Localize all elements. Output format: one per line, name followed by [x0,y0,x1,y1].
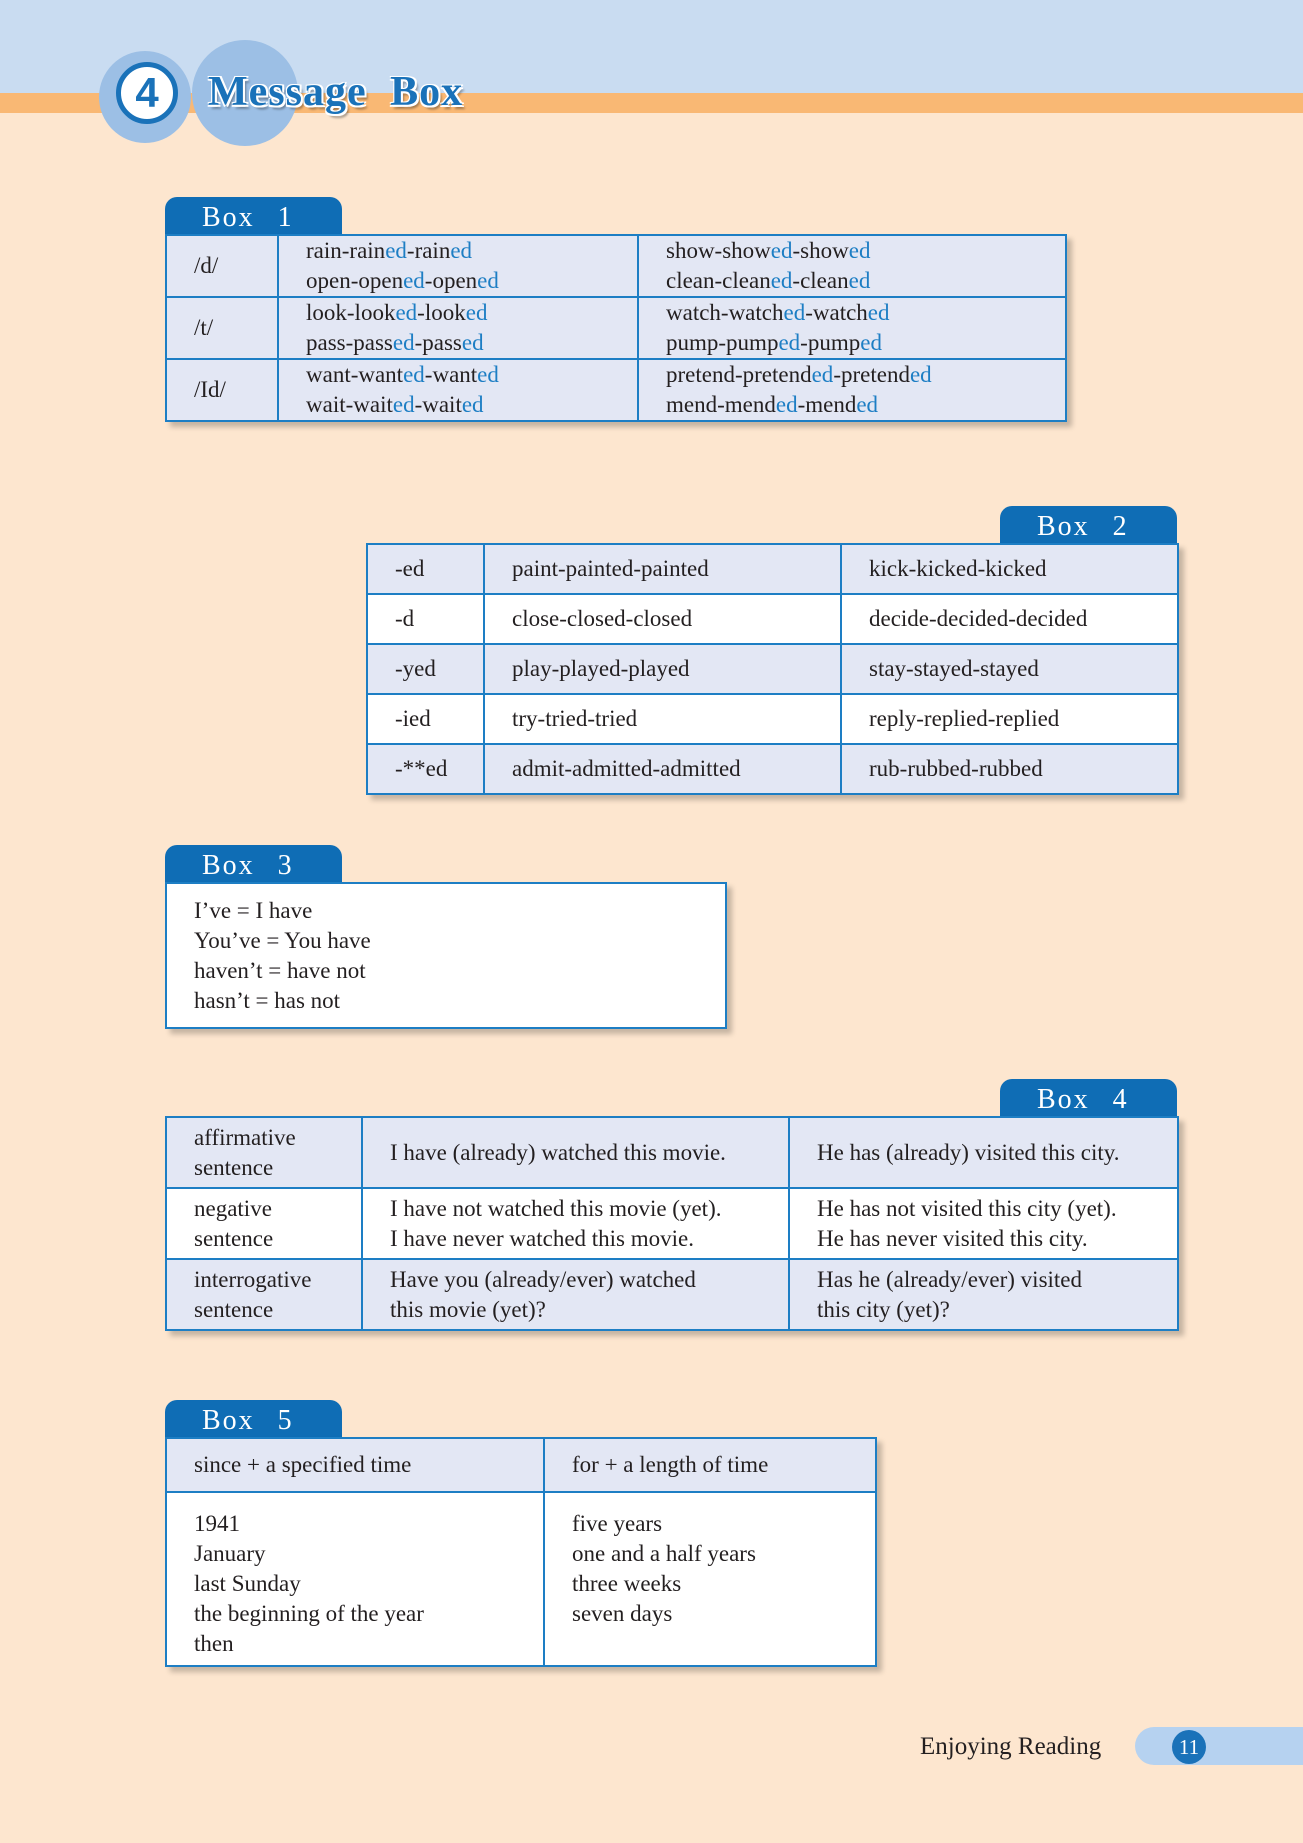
verb-part: want-want [306,362,404,387]
ed-suffix: ed [848,238,871,263]
box1-row [166,297,1066,359]
verb-part: clean-clean [666,268,771,293]
box4-row [166,1188,1178,1259]
box2-verb-forms: admit-admitted-admitted [484,744,841,794]
verb-part: look-look [306,300,396,325]
box5-header-since: since + a specified time [166,1438,544,1492]
ed-suffix: ed [867,300,890,325]
verb-line [306,328,637,358]
box2-verb-forms: paint-painted-painted [484,544,841,594]
box5-since-list [166,1492,544,1666]
ed-suffix: ed [909,362,932,387]
ed-suffix: ed [392,392,415,417]
verb-part: show-show [666,238,771,263]
verb-line [666,298,1065,328]
ed-suffix: ed [811,362,834,387]
box5-for-list [544,1492,876,1666]
box2-ending: -ied [367,694,484,744]
sentence-type [166,1188,362,1259]
box1-sound: /t/ [166,297,278,359]
verb-part: -pass [414,330,462,355]
verb-part: -mend [797,392,857,417]
box1-tab: Box 1 [165,197,342,237]
box5-header-for: for + a length of time [544,1438,876,1492]
section-number-badge: 4 [116,62,178,124]
verb-part: pass-pass [306,330,393,355]
example-sentence [789,1117,1178,1188]
ed-suffix: ed [856,392,879,417]
ed-suffix: ed [848,268,871,293]
box2-ending: -d [367,594,484,644]
box2-row [367,544,1178,594]
ed-suffix: ed [783,300,806,325]
box1-verb-cell [638,359,1066,421]
box3-table [165,882,727,1029]
box1-verb-cell [638,297,1066,359]
box2-row [367,594,1178,644]
ed-suffix: ed [860,330,882,355]
verb-line [306,298,637,328]
ed-suffix: ed [477,268,499,293]
verb-line [666,266,1065,296]
box2-row [367,744,1178,794]
text-line: interrogative [194,1266,312,1292]
ed-suffix: ed [461,330,484,355]
time-expression: January [194,1541,266,1566]
verb-line [666,390,1065,420]
box4-tab: Box 4 [1000,1079,1177,1119]
ed-suffix: ed [385,238,407,263]
ed-suffix: ed [477,362,499,387]
box4-row [166,1259,1178,1330]
text-line: sentence [194,1154,274,1180]
box1-verb-cell [278,235,638,297]
verb-line [306,266,637,296]
ed-suffix: ed [770,268,793,293]
box2-verb-forms: close-closed-closed [484,594,841,644]
sentence-type [166,1117,362,1188]
time-expression: the beginning of the year [194,1601,424,1626]
text-line: I have not watched this movie (yet). [390,1195,722,1221]
time-expression: 1941 [194,1511,240,1536]
text-line: I have never watched this movie. [390,1225,694,1251]
verb-part: -clean [792,268,849,293]
verb-part: wait-wait [306,392,393,417]
box2-row [367,694,1178,744]
text-line: He has never visited this city. [817,1225,1088,1251]
verb-part: rain-rain [306,238,386,263]
text-line: Have you (already/ever) watched [390,1266,696,1292]
ed-suffix: ed [392,330,415,355]
box5-table [165,1437,877,1667]
box2-ending: -ed [367,544,484,594]
box1-table [165,234,1067,422]
box2-ending: -**ed [367,744,484,794]
text-line: He has not visited this city (yet). [817,1195,1117,1221]
verb-part: -pump [800,330,861,355]
time-expression: last Sunday [194,1571,301,1596]
example-sentence [362,1188,789,1259]
box1-verb-cell [278,297,638,359]
verb-line [666,328,1065,358]
ed-suffix: ed [770,238,793,263]
verb-part: -wait [414,392,462,417]
box3-tab: Box 3 [165,845,342,885]
ed-suffix: ed [775,392,798,417]
box2-table [366,543,1179,795]
box1-verb-cell [278,359,638,421]
page-number-tab [1135,1727,1303,1765]
box1-row [166,359,1066,421]
contraction-line: haven’t = have not [194,957,366,983]
ed-suffix: ed [450,238,473,263]
contraction-line: hasn’t = has not [194,987,341,1013]
text-line: He has (already) visited this city. [817,1139,1120,1165]
text-line: sentence [194,1296,274,1322]
verb-part: -pretend [833,362,910,387]
verb-line [666,236,1065,266]
verb-part: -look [417,300,466,325]
ed-suffix: ed [403,268,425,293]
example-sentence [362,1259,789,1330]
box1-sound: /d/ [166,235,278,297]
contraction-line: You’ve = You have [194,927,371,953]
box1-row [166,235,1066,297]
book-title: Enjoying Reading [920,1733,1102,1760]
time-expression: then [194,1631,234,1656]
verb-part: -show [792,238,849,263]
contraction-line: I’ve = I have [194,897,313,923]
box2-verb-forms: decide-decided-decided [841,594,1178,644]
verb-part: -watch [805,300,868,325]
text-line: I have (already) watched this movie. [390,1139,726,1165]
box2-verb-forms: try-tried-tried [484,694,841,744]
example-sentence [789,1259,1178,1330]
box2-verb-forms: stay-stayed-stayed [841,644,1178,694]
box4-table [165,1116,1179,1331]
verb-part: pump-pump [666,330,779,355]
box4-row [166,1117,1178,1188]
time-expression: five years [572,1511,663,1536]
box1-sound: /Id/ [166,359,278,421]
box2-verb-forms: play-played-played [484,644,841,694]
verb-part: open-open [306,268,404,293]
example-sentence [362,1117,789,1188]
sentence-type [166,1259,362,1330]
ed-suffix: ed [395,300,418,325]
box2-verb-forms: reply-replied-replied [841,694,1178,744]
box1-verb-cell [638,235,1066,297]
page-number: 11 [1172,1730,1206,1764]
verb-part: -open [424,268,478,293]
box2-verb-forms: kick-kicked-kicked [841,544,1178,594]
text-line: sentence [194,1225,274,1251]
box2-verb-forms: rub-rubbed-rubbed [841,744,1178,794]
ed-suffix: ed [465,300,488,325]
verb-part: mend-mend [666,392,776,417]
verb-part: -want [424,362,478,387]
text-line: this movie (yet)? [390,1296,546,1322]
verb-part: pretend-pretend [666,362,812,387]
text-line: negative [194,1195,272,1221]
box2-row [367,644,1178,694]
verb-part: -rain [406,238,451,263]
box5-tab: Box 5 [165,1400,342,1440]
verb-line [306,390,637,420]
verb-part: watch-watch [666,300,784,325]
time-expression: one and a half years [572,1541,756,1566]
text-line: this city (yet)? [817,1296,950,1322]
time-expression: seven days [572,1601,673,1626]
ed-suffix: ed [778,330,801,355]
text-line: Has he (already/ever) visited [817,1266,1083,1292]
ed-suffix: ed [403,362,425,387]
verb-line [306,360,637,390]
ed-suffix: ed [461,392,484,417]
verb-line [666,360,1065,390]
verb-line [306,236,637,266]
example-sentence [789,1188,1178,1259]
box2-tab: Box 2 [1000,506,1177,546]
page-title: Message Box [208,69,464,115]
box2-ending: -yed [367,644,484,694]
time-expression: three weeks [572,1571,682,1596]
text-line: affirmative [194,1124,296,1150]
